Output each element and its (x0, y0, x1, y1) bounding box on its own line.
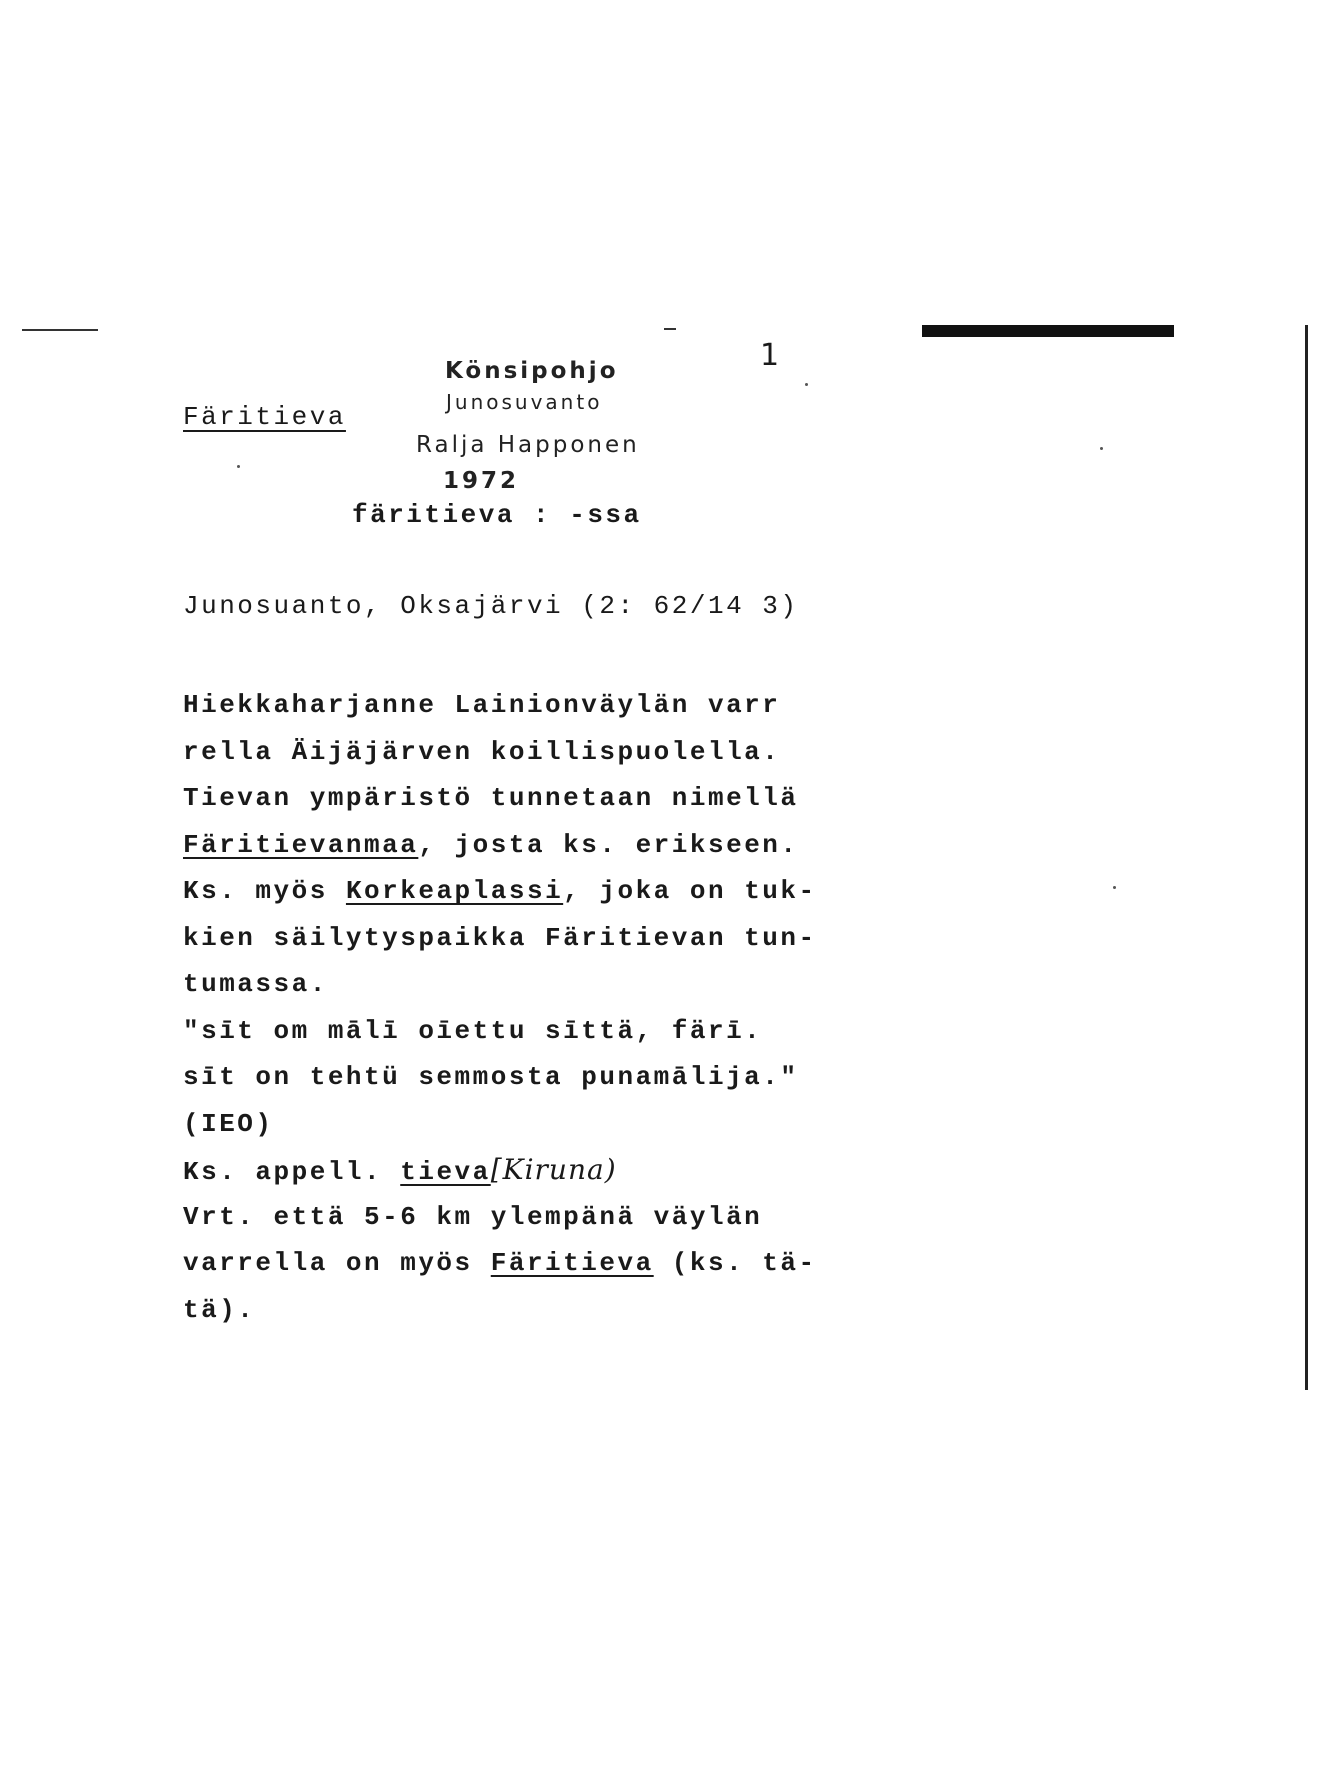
cross-reference-link[interactable]: Korkeaplassi (345, 876, 564, 906)
collector-stamp: Ralja Happonen (416, 432, 640, 458)
body-line (183, 1240, 817, 1287)
dialect-quote-line: "sīt om mālī oīettu sīttä, färī. (183, 1015, 763, 1046)
year-stamp: 1972 (443, 468, 520, 494)
body-line: Tievan ympäristö tunnetaan nimellä (183, 783, 799, 813)
body-text-segment: (ks. tä- (653, 1248, 817, 1278)
card-edge-right (1305, 325, 1308, 1390)
body-line (183, 868, 817, 915)
scan-mark (22, 329, 98, 331)
body-line: tä). (183, 1294, 256, 1325)
body-text-segment: , joka on tuk- (563, 876, 817, 906)
village-stamp: Junosuvanto (446, 390, 603, 414)
quote-source: (IEO) (183, 1108, 274, 1139)
dialect-quote-line: sīt on tehtü semmosta punamālija." (183, 1062, 799, 1092)
body-line: tumassa. (183, 969, 328, 999)
cross-reference-link[interactable]: tieva (400, 1157, 491, 1187)
body-line: Hiekkaharjanne Lainionväylän varr (183, 690, 781, 720)
cross-reference-link[interactable]: Färitievanmaa (183, 829, 419, 860)
scan-speck (1100, 447, 1103, 450)
scan-speck (237, 465, 240, 468)
location-line: Junosuanto, Oksajärvi (2: 62/14 3) (183, 591, 799, 621)
body-text-segment: varrella on myös (183, 1248, 491, 1278)
card-edge-top (922, 325, 1174, 337)
body-text-segment: Ks. myös (183, 876, 346, 906)
headword-inflection: färitieva : -ssa (352, 500, 642, 530)
parish-stamp: Könsipohjo (445, 358, 619, 384)
place-name-title: Färitieva (183, 402, 346, 432)
body-text-segment: , josta ks. erikseen. (418, 829, 799, 860)
cross-reference-link[interactable]: Färitieva (490, 1248, 654, 1278)
body-line (183, 1147, 817, 1194)
scan-speck (805, 383, 808, 386)
body-line: rella Äijäjärven koillispuolella. (183, 736, 781, 767)
body-line (183, 822, 817, 869)
scan-speck (1113, 886, 1116, 889)
page-number: 1 (760, 338, 780, 373)
handwritten-note: [Kiruna) (490, 1153, 617, 1186)
body-text-segment: Ks. appell. (183, 1157, 401, 1187)
body-line: kien säilytyspaikka Färitievan tun- (183, 922, 817, 953)
description-body (183, 682, 817, 1333)
body-line: Vrt. että 5-6 km ylempänä väylän (183, 1201, 763, 1232)
scan-mark (664, 328, 676, 330)
